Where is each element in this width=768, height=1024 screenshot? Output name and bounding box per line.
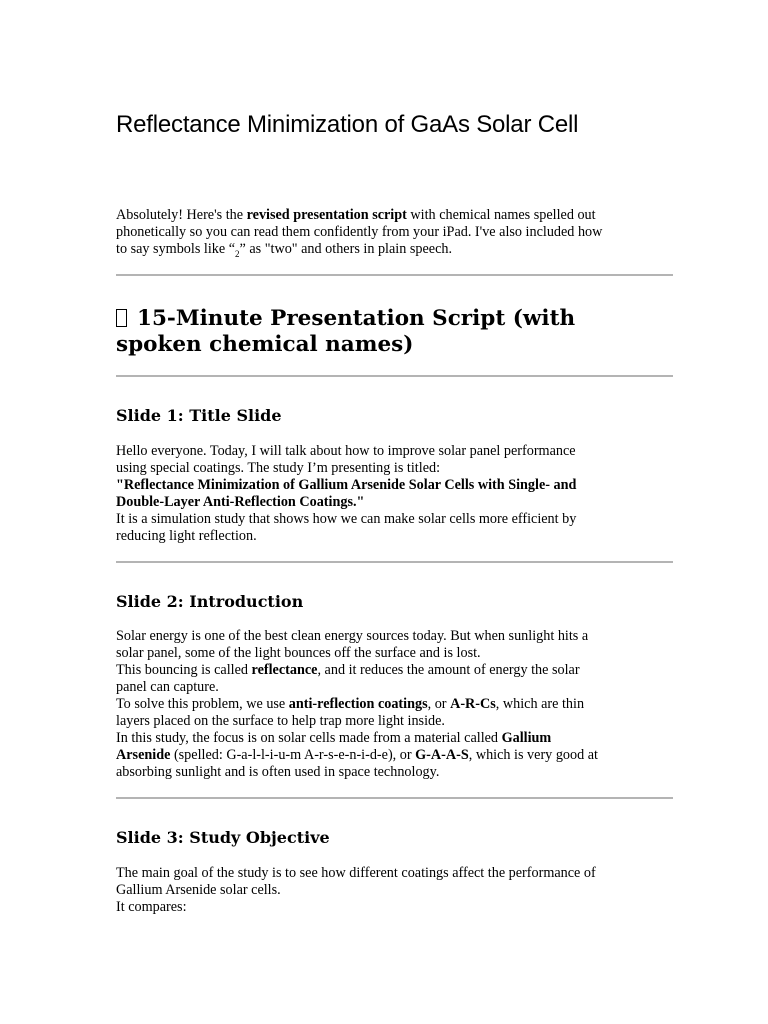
- intro-line-1: Absolutely! Here's the revised presentation script with chemical names spelled out: [116, 207, 596, 223]
- slide-2-paragraph: Solar energy is one of the best clean energy sources today. But when sunlight hits a solar panel, some of the light bounces off the surface and is lost. This bouncing is called reflectance, and it reduces the amount of energy the solar panel can capture. To solve this problem, we use anti-reflection coatings, or A-R-Cs, which are thin layers placed on the surface to help trap more light inside. In this study, the focus is on solar cells made from a material called Gallium Arsenide (spelled: G-a-l-l-i-u-m A-r-s-e-n-i-d-e), or G-A-A-S, which is very good at absorbing sunlight and is often used in space technology.: [116, 628, 598, 780]
- intro-bold-phrase: revised presentation script: [246, 207, 407, 223]
- intro-paragraph: [116, 207, 673, 258]
- slide-1-heading: Slide 1: Title Slide: [116, 406, 282, 425]
- intro-line-2: phonetically so you can read them confidently from your iPad. I've also included how: [116, 224, 603, 240]
- slide-2-heading: Slide 2: Introduction: [116, 592, 304, 611]
- document-title: Reflectance Minimization of GaAs Solar Cell: [116, 111, 579, 138]
- horizontal-rule: [116, 274, 673, 276]
- horizontal-rule: [116, 375, 673, 377]
- missing-glyph-icon: [116, 309, 127, 327]
- horizontal-rule: [116, 561, 673, 563]
- script-heading: 15-Minute Presentation Script (with spoken chemical names): [116, 306, 576, 357]
- horizontal-rule: [116, 797, 673, 799]
- talk-title-bold: "Reflectance Minimization of Gallium Arsenide Solar Cells with Single- and: [116, 477, 577, 493]
- subscript-two: 2: [235, 248, 240, 259]
- intro-line-3: to say symbols like “$_2$” as "two" and others in plain speech.: [116, 241, 453, 259]
- slide-1-paragraph: Hello everyone. Today, I will talk about how to improve solar panel performance using special coatings. The study I’m presenting is titled: "Reflectance Minimization of Gallium Arsenide Solar Cells with Single- and Double-Layer Anti-Reflection Coatings." It is a simulation study that shows how we can make solar cells more efficient by reducing light reflection.: [116, 443, 673, 545]
- slide-3-paragraph: The main goal of the study is to see how different coatings affect the performance of Gallium Arsenide solar cells. It compares:: [116, 865, 596, 915]
- slide-3-heading: Slide 3: Study Objective: [116, 828, 330, 847]
